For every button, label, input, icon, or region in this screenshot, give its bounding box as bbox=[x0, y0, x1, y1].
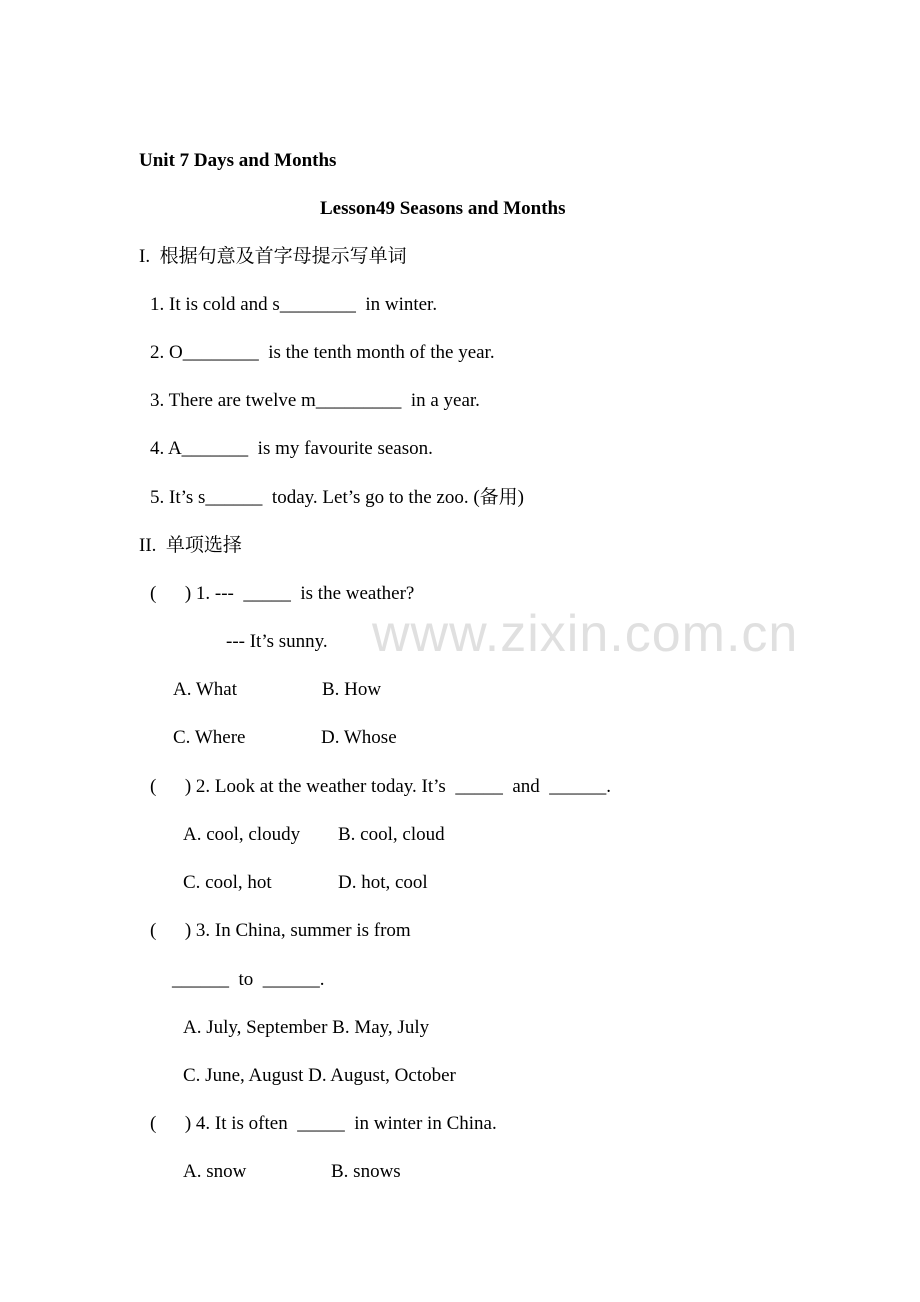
question-1-option-d: D. Whose bbox=[321, 727, 397, 748]
question-1-stem: ( ) 1. --- _____ is the weather? bbox=[150, 583, 415, 604]
watermark: www.zixin.com.cn bbox=[372, 605, 799, 663]
question-3-options-ab: A. July, September B. May, July bbox=[183, 1017, 430, 1038]
section2-heading: II. 单项选择 bbox=[139, 535, 242, 556]
question-2-option-c: C. cool, hot bbox=[183, 872, 272, 893]
question-4-stem: ( ) 4. It is often _____ in winter in China. bbox=[150, 1113, 497, 1134]
question-3-stem: ( ) 3. In China, summer is from bbox=[150, 920, 411, 941]
section1-item-3: 3. There are twelve m_________ in a year. bbox=[150, 390, 480, 411]
question-1-option-c: C. Where bbox=[173, 727, 246, 748]
section1-item-2: 2. O________ is the tenth month of the year. bbox=[150, 342, 495, 363]
question-4-option-b: B. snows bbox=[331, 1161, 401, 1182]
section1-heading: I. 根据句意及首字母提示写单词 bbox=[139, 246, 407, 267]
question-1-answer-line: --- It’s sunny. bbox=[226, 631, 328, 652]
lesson-title: Lesson49 Seasons and Months bbox=[320, 198, 566, 219]
question-3-stem-continued: ______ to ______. bbox=[172, 969, 325, 990]
unit-title: Unit 7 Days and Months bbox=[139, 150, 337, 171]
question-2-option-d: D. hot, cool bbox=[338, 872, 428, 893]
question-4-option-a: A. snow bbox=[183, 1161, 247, 1182]
question-1-option-b: B. How bbox=[322, 679, 382, 700]
question-1-option-a: A. What bbox=[173, 679, 238, 700]
section1-item-1: 1. It is cold and s________ in winter. bbox=[150, 294, 438, 315]
question-2-stem: ( ) 2. Look at the weather today. It’s _____ and ______. bbox=[150, 776, 612, 797]
question-2-option-b: B. cool, cloud bbox=[338, 824, 445, 845]
section1-item-4: 4. A_______ is my favourite season. bbox=[150, 438, 433, 459]
section1-item-5: 5. It’s s______ today. Let’s go to the zoo. (备用) bbox=[150, 487, 524, 508]
question-2-option-a: A. cool, cloudy bbox=[183, 824, 301, 845]
question-3-options-cd: C. June, August D. August, October bbox=[183, 1065, 456, 1086]
